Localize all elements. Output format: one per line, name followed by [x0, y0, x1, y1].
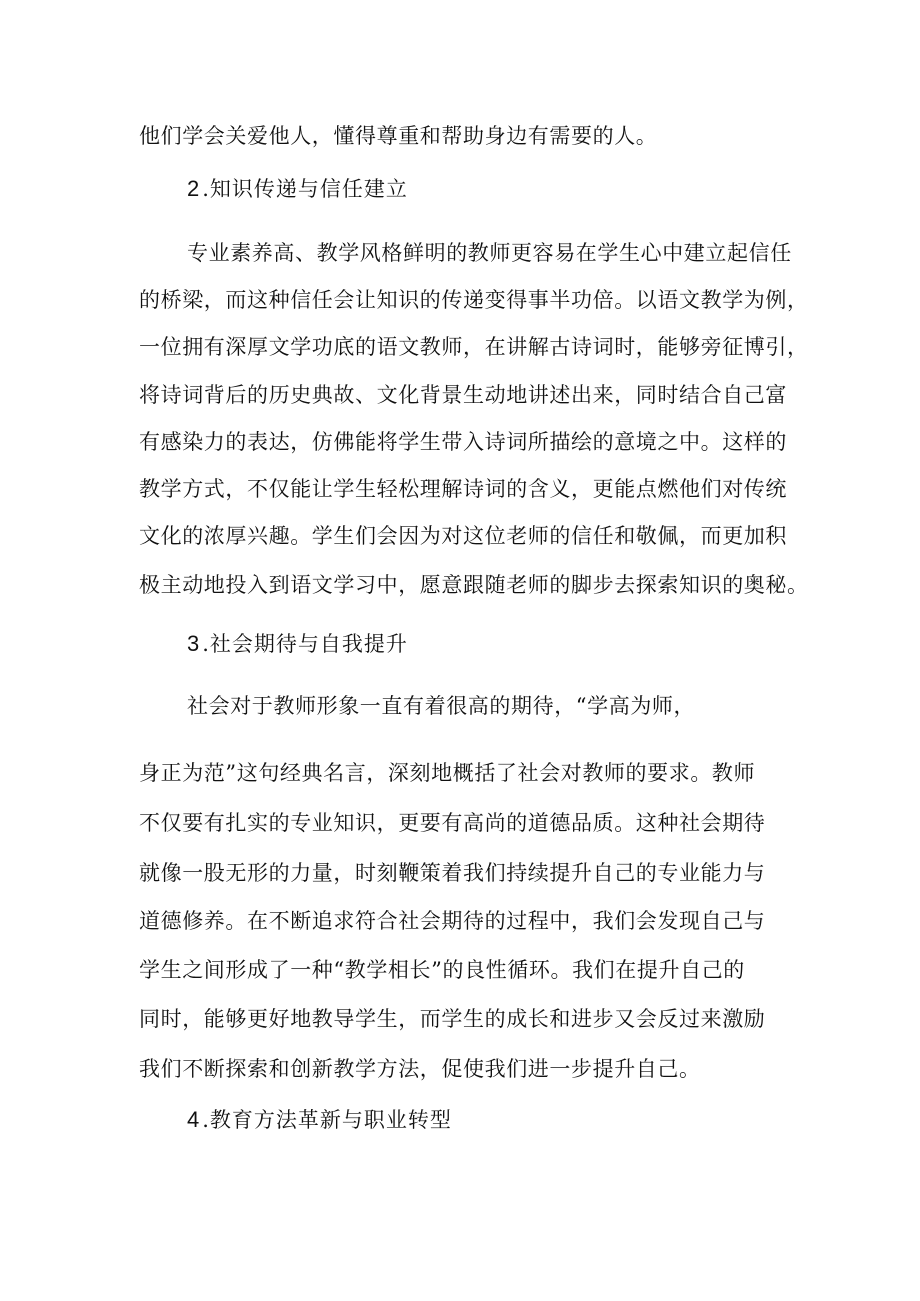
paragraph-line: 道德修养。在不断追求符合社会期待的过程中，我们会发现自己与	[139, 909, 766, 933]
section-heading-2	[187, 174, 847, 204]
section-title: .社会期待与自我提升	[202, 632, 408, 656]
section-number: 4	[187, 1107, 201, 1132]
paragraph-line: 有感染力的表达，仿佛能将学生带入诗词所描绘的意境之中。这样的	[139, 430, 787, 454]
paragraph-line: 将诗词背后的历史典故、文化背景生动地讲述出来，同时结合自己富	[139, 383, 787, 407]
section-title: .教育方法革新与职业转型	[202, 1108, 452, 1132]
paragraph-line: 极主动地投入到语文学习中，愿意跟随老师的脚步去探索知识的奥秘。	[139, 573, 809, 597]
paragraph-line: 身正为范”这句经典名言，深刻地概括了社会对教师的要求。教师	[139, 761, 756, 785]
paragraph-line: 学生之间形成了一种“教学相长”的良性循环。我们在提升自己的	[139, 958, 745, 982]
paragraph-line: 文化的浓厚兴趣。学生们会因为对这位老师的信任和敬佩，而更加积	[139, 524, 787, 548]
paragraph-line: 社会对于教师形象一直有着很高的期待，“学高为师，	[187, 694, 696, 718]
section-number: 2	[187, 176, 201, 201]
section-number: 3	[187, 631, 201, 656]
paragraph-line: 就像一股无形的力量，时刻鞭策着我们持续提升自己的专业能力与	[139, 861, 766, 885]
paragraph-line: 教学方式，不仅能让学生轻松理解诗词的含义，更能点燃他们对传统	[139, 477, 787, 501]
paragraph-line: 同时，能够更好地教导学生，而学生的成长和进步又会反过来激励	[139, 1007, 766, 1031]
section-heading-4	[187, 1105, 847, 1135]
section-heading-3	[187, 629, 847, 659]
paragraph-line: 他们学会关爱他人，懂得尊重和帮助身边有需要的人。	[139, 124, 658, 148]
paragraph-line: 不仅要有扎实的专业知识，更要有高尚的道德品质。这种社会期待	[139, 811, 766, 835]
paragraph-line: 专业素养高、教学风格鲜明的教师更容易在学生心中建立起信任	[187, 241, 792, 265]
section-title: .知识传递与信任建立	[202, 177, 408, 201]
paragraph-line: 的桥梁，而这种信任会让知识的传递变得事半功倍。以语文教学为例，	[139, 288, 809, 312]
paragraph-line: 一位拥有深厚文学功底的语文教师，在讲解古诗词时，能够旁征博引，	[139, 335, 809, 359]
paragraph-line: 我们不断探索和创新教学方法，促使我们进一步提升自己。	[139, 1057, 701, 1081]
